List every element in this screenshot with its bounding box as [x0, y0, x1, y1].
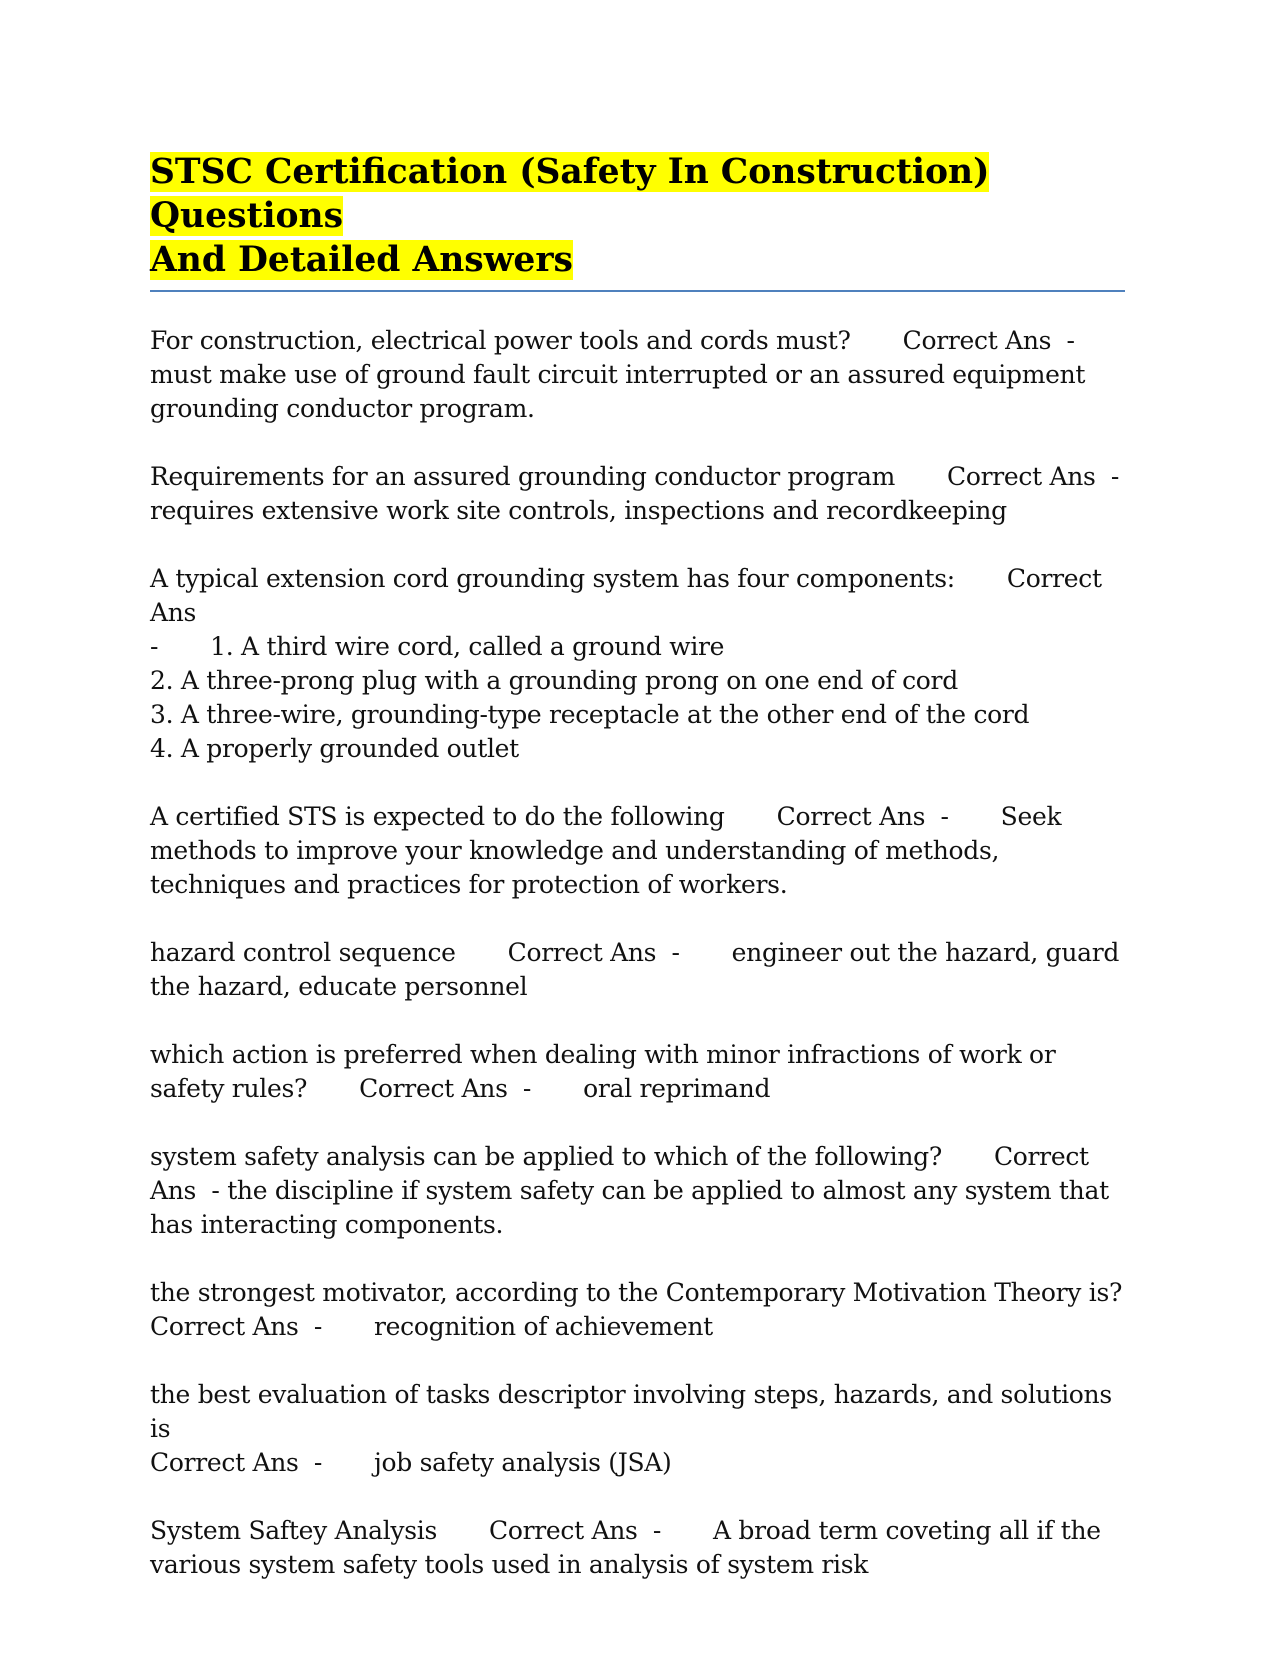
question-text: system safety analysis can be applied to which of the following? — [150, 1142, 942, 1171]
document-title — [150, 150, 1125, 282]
answer-text: must make use of ground fault circuit interrupted or an assured equipment grounding conductor program. — [150, 360, 1086, 423]
answer-text: requires extensive work site controls, inspections and recordkeeping — [150, 496, 1007, 525]
question-text: the best evaluation of tasks descriptor involving steps, hazards, and solutions is — [150, 1380, 1112, 1443]
qa-item: which action is preferred when dealing with minor infractions of work or safety rules? Correct Ans - oral reprimand — [150, 1040, 1056, 1103]
qa-item: System Saftey Analysis Correct Ans - A broad term coveting all if the various system safety tools used in analysis of system risk — [150, 1516, 1101, 1579]
answer-label: Correct Ans — [150, 1142, 1089, 1205]
qa-item: A certified STS is expected to do the following Correct Ans - Seek methods to improve your knowledge and understanding of methods, techniques and practices for protection of workers. — [150, 802, 1062, 899]
answer-text: oral reprimand — [583, 1074, 771, 1103]
qa-item: the strongest motivator, according to the Contemporary Motivation Theory is? Correct Ans - recognition of achievement — [150, 1278, 1123, 1341]
answer-label: Correct Ans — [507, 938, 657, 967]
qa-item: A typical extension cord grounding system has four components: Correct Ans - 1. A third wire cord, called a ground wire 2. A three-prong plug with a grounding prong on one end of cord 3. A three-wire, grounding-type receptacle at the other end of the cord 4. A properly grounded outlet — [150, 564, 1102, 763]
qa-list — [150, 324, 1125, 1582]
answer-label: Correct Ans — [776, 802, 926, 831]
question-text: A typical extension cord grounding system has four components: — [150, 564, 955, 593]
question-text: System Saftey Analysis — [150, 1516, 438, 1545]
qa-item: system safety analysis can be applied to which of the following? Correct Ans - the discipline if system safety can be applied to almost any system that has interacting components. — [150, 1142, 1109, 1239]
question-text: Requirements for an assured grounding conductor program — [150, 462, 895, 491]
question-text: the strongest motivator, according to the Contemporary Motivation Theory is? — [150, 1278, 1123, 1307]
answer-label: Correct Ans — [947, 462, 1096, 491]
document-body — [150, 150, 1125, 1616]
answer-label: Correct Ans — [150, 1312, 299, 1341]
qa-item: Requirements for an assured grounding conductor program Correct Ans - requires extensive work site controls, inspections and recordkeeping — [150, 462, 1120, 525]
title-divider — [150, 290, 1125, 292]
question-text: For construction, electrical power tools and cords must? — [150, 326, 851, 355]
answer-line: 2. A three-prong plug with a grounding prong on one end of cord — [150, 666, 958, 695]
question-text: A certified STS is expected to do the following — [150, 802, 725, 831]
answer-label: Correct Ans — [902, 326, 1052, 355]
title-line-2: And Detailed Answers — [150, 240, 573, 280]
qa-item: hazard control sequence Correct Ans - engineer out the hazard, guard the hazard, educate personnel — [150, 938, 1120, 1001]
answer-label: Correct Ans — [150, 1448, 299, 1477]
question-text: which action is preferred when dealing with minor infractions of work or safety rules? — [150, 1040, 1056, 1103]
answer-line: 3. A three-wire, grounding-type receptacle at the other end of the cord — [150, 700, 1030, 729]
answer-text: job safety analysis (JSA) — [374, 1448, 672, 1477]
answer-text: engineer out the hazard, guard the hazard, educate personnel — [150, 938, 1120, 1001]
answer-label: Correct Ans — [150, 564, 1102, 627]
qa-item: For construction, electrical power tools and cords must? Correct Ans - must make use of ground fault circuit interrupted or an assured equipment grounding conductor program. — [150, 326, 1086, 423]
question-text: hazard control sequence — [150, 938, 456, 967]
answer-text: the discipline if system safety can be applied to almost any system that has interacting components. — [150, 1176, 1109, 1239]
title-line-1: STSC Certification (Safety In Construction) Questions — [150, 152, 990, 236]
answer-label: Correct Ans — [489, 1516, 638, 1545]
answer-text: A broad term coveting all if the various system safety tools used in analysis of system risk — [150, 1516, 1101, 1579]
answer-line: 1. A third wire cord, called a ground wire — [210, 632, 725, 661]
qa-item: the best evaluation of tasks descriptor involving steps, hazards, and solutions is Correct Ans - job safety analysis (JSA) — [150, 1380, 1112, 1477]
answer-line: 4. A properly grounded outlet — [150, 734, 519, 763]
answer-text: recognition of achievement — [374, 1312, 713, 1341]
answer-label: Correct Ans — [359, 1074, 508, 1103]
answer-text: Seek methods to improve your knowledge and understanding of methods, techniques and practices for protection of workers. — [150, 802, 1062, 899]
